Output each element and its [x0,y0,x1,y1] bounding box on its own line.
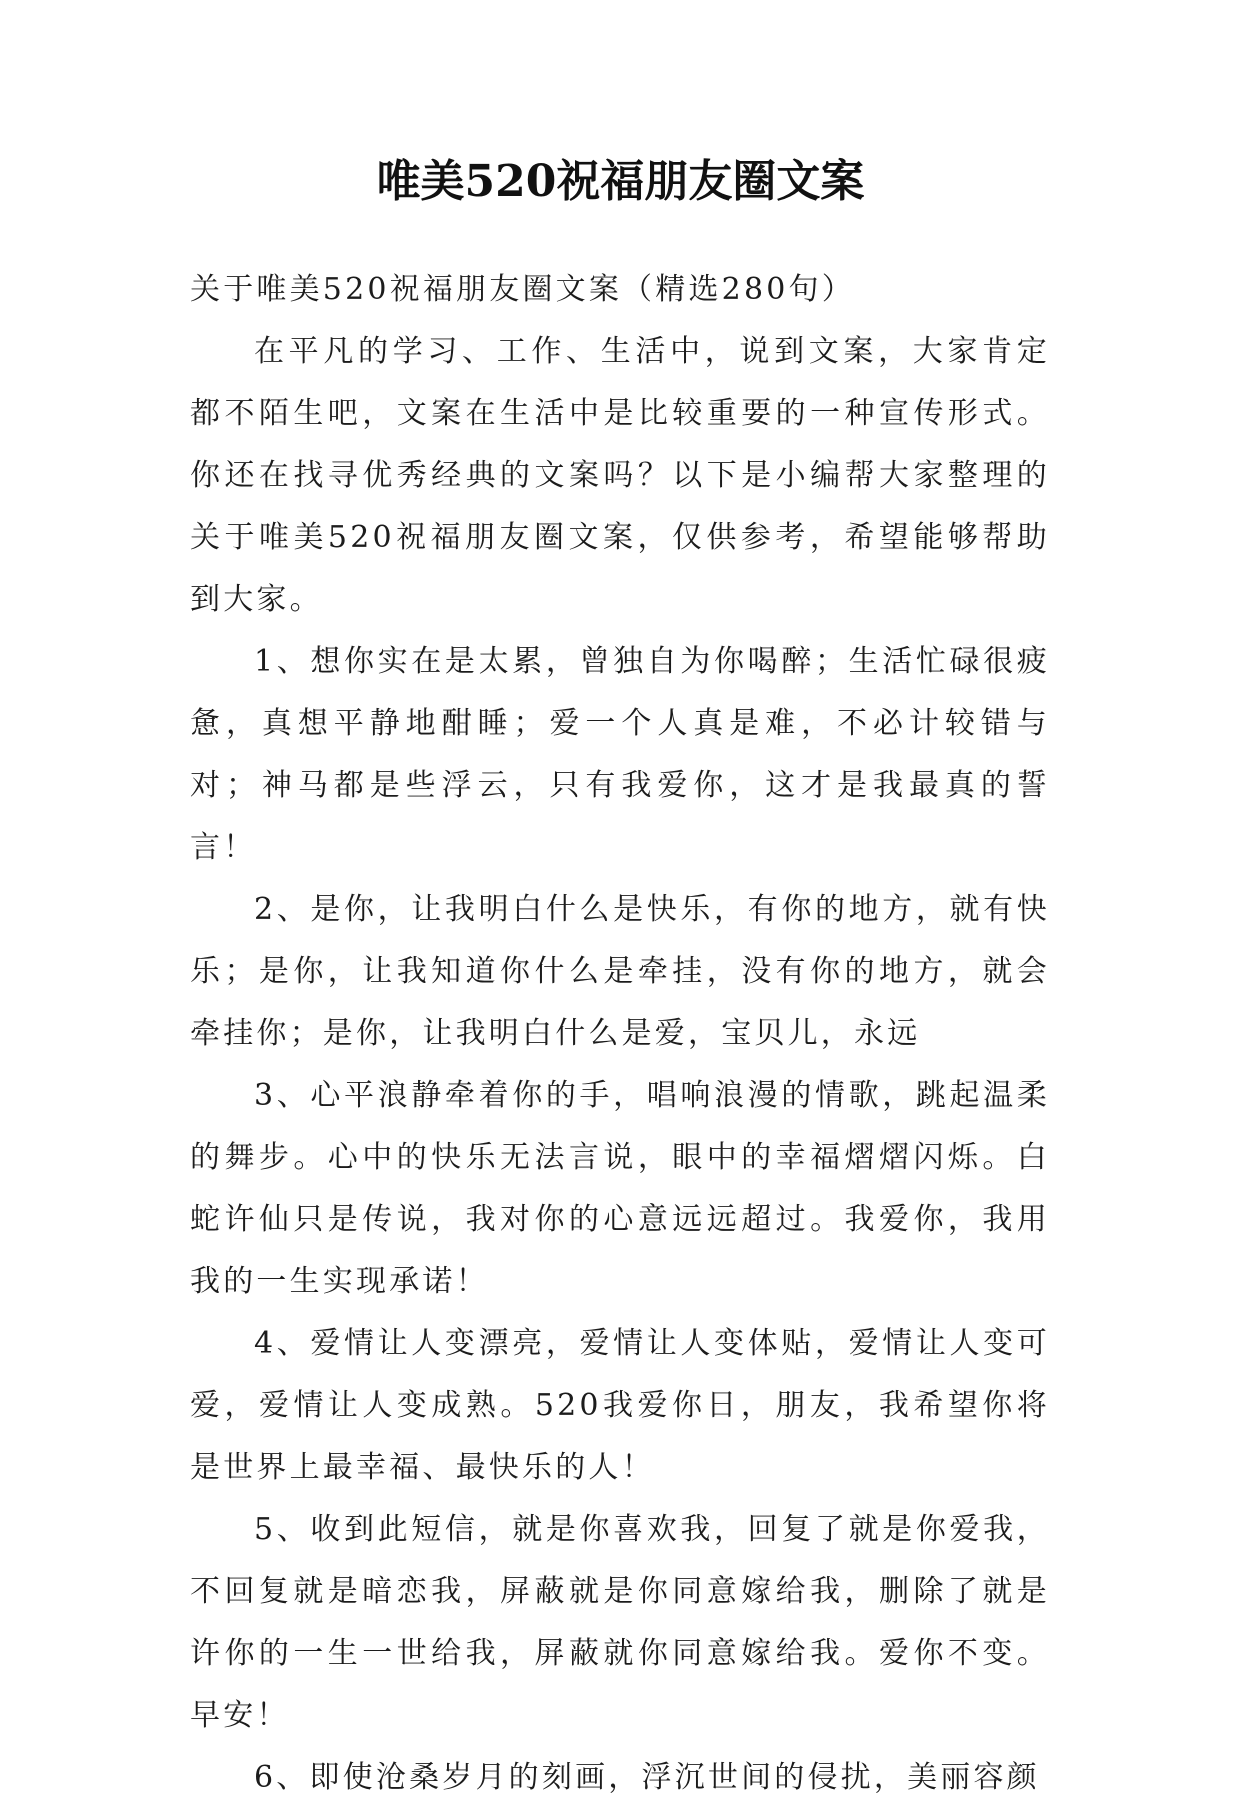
document-subtitle: 关于唯美520祝福朋友圈文案（精选280句） [190,272,855,307]
quote-paragraph-3: 3、心平浪静牵着你的手，唱响浪漫的情歌，跳起温柔的舞步。心中的快乐无法言说，眼中的幸福熠熠闪烁。白蛇许仙只是传说，我对你的心意远远超过。我爱你，我用我的一生实现承诺！ [190,1078,1050,1299]
quote-paragraph-6: 6、即使沧桑岁月的刻画，浮沉世间的侵扰，美丽容颜 [254,1760,1040,1795]
quote-paragraph-4: 4、爱情让人变漂亮，爱情让人变体贴，爱情让人变可爱，爱情让人变成熟。520我爱你日，朋友，我希望你将是世界上最幸福、最快乐的人！ [190,1326,1050,1485]
quote-paragraph-5: 5、收到此短信，就是你喜欢我，回复了就是你爱我，不回复就是暗恋我，屏蔽就是你同意嫁给我，删除了就是许你的一生一世给我，屏蔽就你同意嫁给我。爱你不变。早安！ [190,1512,1050,1733]
document-title: 唯美520祝福朋友圈文案 [376,156,865,207]
quote-paragraph-1: 1、想你实在是太累，曾独自为你喝醉；生活忙碌很疲惫，真想平静地酣睡；爱一个人真是难，不必计较错与对；神马都是些浮云，只有我爱你，这才是我最真的誓言！ [190,644,1050,865]
document-body [190,259,1050,1809]
quote-paragraph-2: 2、是你，让我明白什么是快乐，有你的地方，就有快乐；是你，让我知道你什么是牵挂，没有你的地方，就会牵挂你；是你，让我明白什么是爱，宝贝儿，永远 [190,892,1050,1051]
intro-paragraph: 在平凡的学习、工作、生活中，说到文案，大家肯定都不陌生吧，文案在生活中是比较重要的一种宣传形式。你还在找寻优秀经典的文案吗？以下是小编帮大家整理的关于唯美520祝福朋友圈文案，仅供参考，希望能够帮助到大家。 [190,334,1050,617]
